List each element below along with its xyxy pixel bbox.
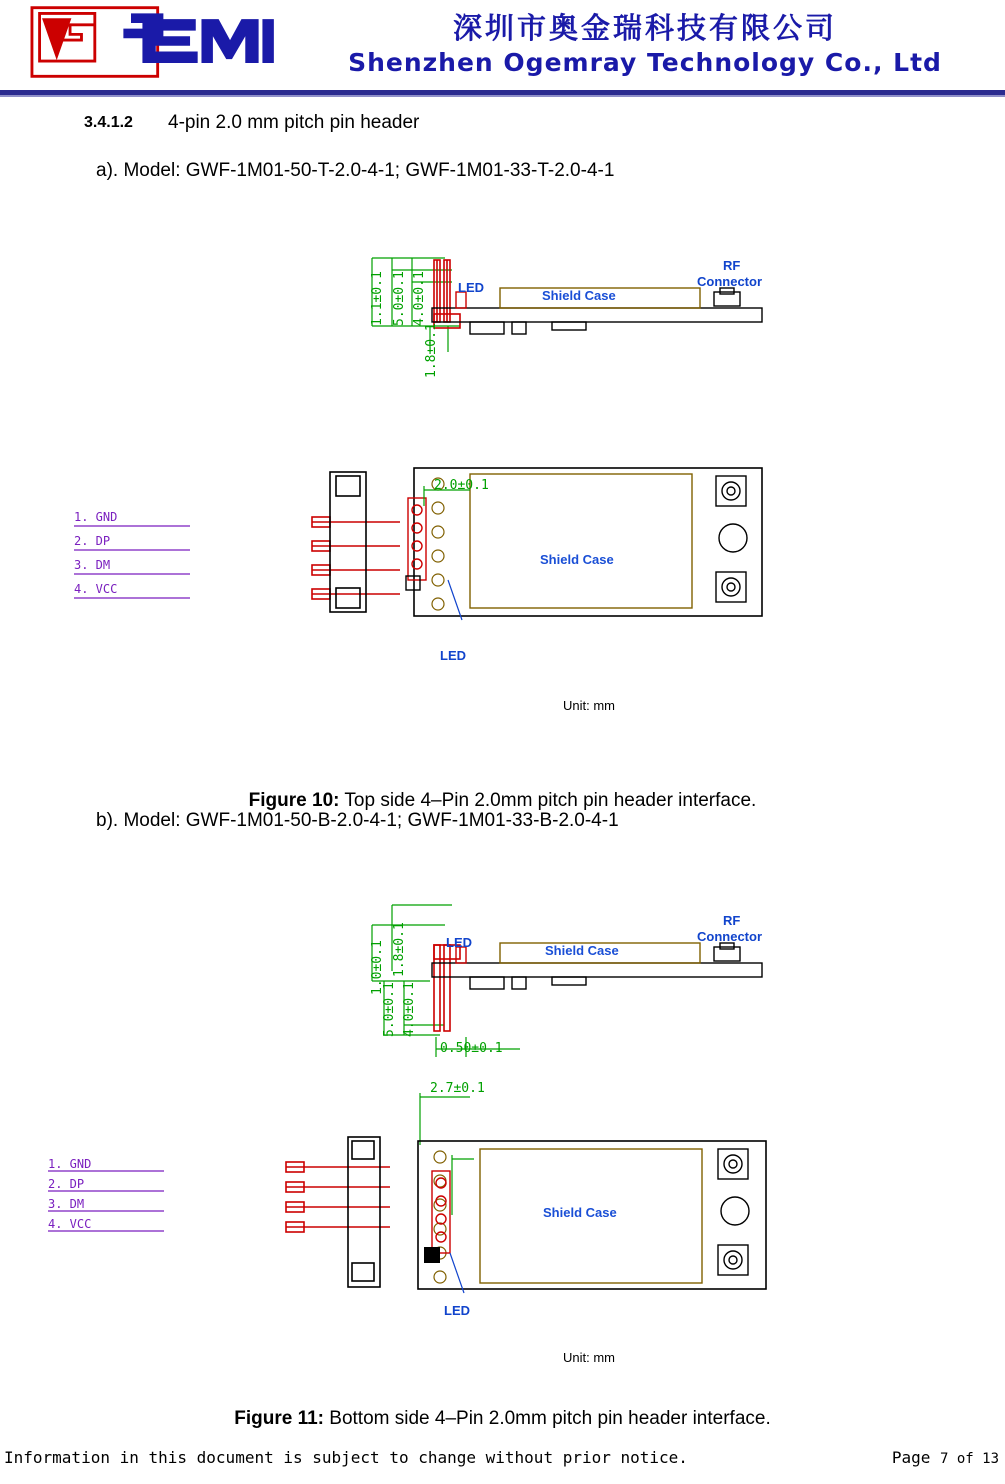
label-shield-case-top-plan: Shield Case bbox=[540, 552, 614, 567]
label-shield-case-bottom-side: Shield Case bbox=[545, 943, 619, 958]
section-number: 3.4.1.2 bbox=[84, 114, 133, 131]
footer-page-of: of bbox=[948, 1451, 983, 1467]
figure-11-label: Figure 11: bbox=[234, 1408, 324, 1429]
top-plan-view bbox=[0, 460, 1005, 690]
footer-page-indicator bbox=[892, 1448, 999, 1467]
dim-top-side-2: 5.0±0.1 bbox=[392, 271, 407, 326]
pin-label-4: 4. VCC bbox=[74, 582, 118, 596]
dim-bottom-side-4: 4.0±0.1 bbox=[402, 982, 417, 1037]
label-rf-connector-top-side-2: Connector bbox=[697, 274, 762, 289]
pin-label-1: 1. GND bbox=[74, 510, 118, 524]
dim-top-plan-1: 2.0±0.1 bbox=[434, 478, 489, 493]
figure-10-label: Figure 10: bbox=[248, 790, 340, 811]
label-led-bottom-plan: LED bbox=[444, 1303, 470, 1318]
section-title: 4-pin 2.0 mm pitch pin header bbox=[168, 112, 420, 133]
label-shield-case-bottom-plan: Shield Case bbox=[543, 1205, 617, 1220]
figure-10-text: Top side 4–Pin 2.0mm pitch pin header interface. bbox=[339, 790, 757, 811]
document-header bbox=[0, 0, 1005, 96]
dim-top-side-1: 1.1±0.1 bbox=[370, 271, 385, 326]
model-list-b: b). Model: GWF-1M01-50-B-2.0-4-1; GWF-1M01-33-B-2.0-4-1 bbox=[96, 810, 619, 831]
figure-11-drawing bbox=[0, 885, 1005, 1385]
logo-graphic bbox=[22, 2, 280, 82]
label-led-top-plan: LED bbox=[440, 648, 466, 663]
document-footer bbox=[0, 1448, 1005, 1484]
pin-label-b-1: 1. GND bbox=[48, 1157, 92, 1171]
label-rf-connector-bottom-side-2: Connector bbox=[697, 929, 762, 944]
unit-label-top: Unit: mm bbox=[563, 698, 615, 713]
footer-page-number: 7 bbox=[939, 1451, 949, 1467]
label-rf-connector-top-side-1: RF bbox=[723, 258, 741, 273]
dim-bottom-plan-1: 2.7±0.1 bbox=[430, 1081, 485, 1096]
top-side-elevation-view bbox=[0, 230, 1005, 360]
label-shield-case-top-side: Shield Case bbox=[542, 288, 616, 303]
dim-bottom-side-2: 1.8±0.1 bbox=[392, 922, 407, 977]
dim-top-side-4: 1.8±0.1 bbox=[424, 323, 439, 378]
pin-label-3: 3. DM bbox=[74, 558, 111, 572]
pin-label-b-2: 2. DP bbox=[48, 1177, 85, 1191]
company-logo bbox=[22, 2, 282, 86]
pin-label-b-3: 3. DM bbox=[48, 1197, 85, 1211]
model-list-a: a). Model: GWF-1M01-50-T-2.0-4-1; GWF-1M01-33-T-2.0-4-1 bbox=[96, 160, 615, 181]
figure-10-drawing bbox=[0, 230, 1005, 730]
figure-10-caption bbox=[0, 790, 1005, 812]
dim-bottom-side-5: 0.50±0.1 bbox=[440, 1041, 503, 1056]
footer-notice: Information in this document is subject to change without prior notice. bbox=[4, 1448, 688, 1467]
footer-page-total: 13 bbox=[982, 1451, 999, 1467]
pin-label-b-4: 4. VCC bbox=[48, 1217, 92, 1231]
footer-page-prefix: Page bbox=[891, 1448, 940, 1467]
label-led-bottom-side: LED bbox=[446, 935, 472, 950]
dim-top-side-3: 4.0±0.1 bbox=[412, 271, 427, 326]
figure-11-caption bbox=[0, 1408, 1005, 1430]
header-divider-secondary bbox=[0, 95, 1005, 97]
bottom-plan-view bbox=[0, 1075, 1005, 1335]
pin-label-2: 2. DP bbox=[74, 534, 111, 548]
dim-bottom-side-1: 1.0±0.1 bbox=[370, 940, 385, 995]
dim-bottom-side-3: 5.0±0.1 bbox=[382, 982, 397, 1037]
label-rf-connector-bottom-side-1: RF bbox=[723, 913, 741, 928]
company-name-cn: 深圳市奥金瑞科技有限公司 bbox=[452, 11, 837, 45]
unit-label-bottom: Unit: mm bbox=[563, 1350, 615, 1365]
company-name-en: Shenzhen Ogemray Technology Co., Ltd bbox=[348, 48, 942, 77]
label-led-top-side: LED bbox=[458, 280, 484, 295]
figure-11-text: Bottom side 4–Pin 2.0mm pitch pin header interface. bbox=[324, 1408, 771, 1429]
